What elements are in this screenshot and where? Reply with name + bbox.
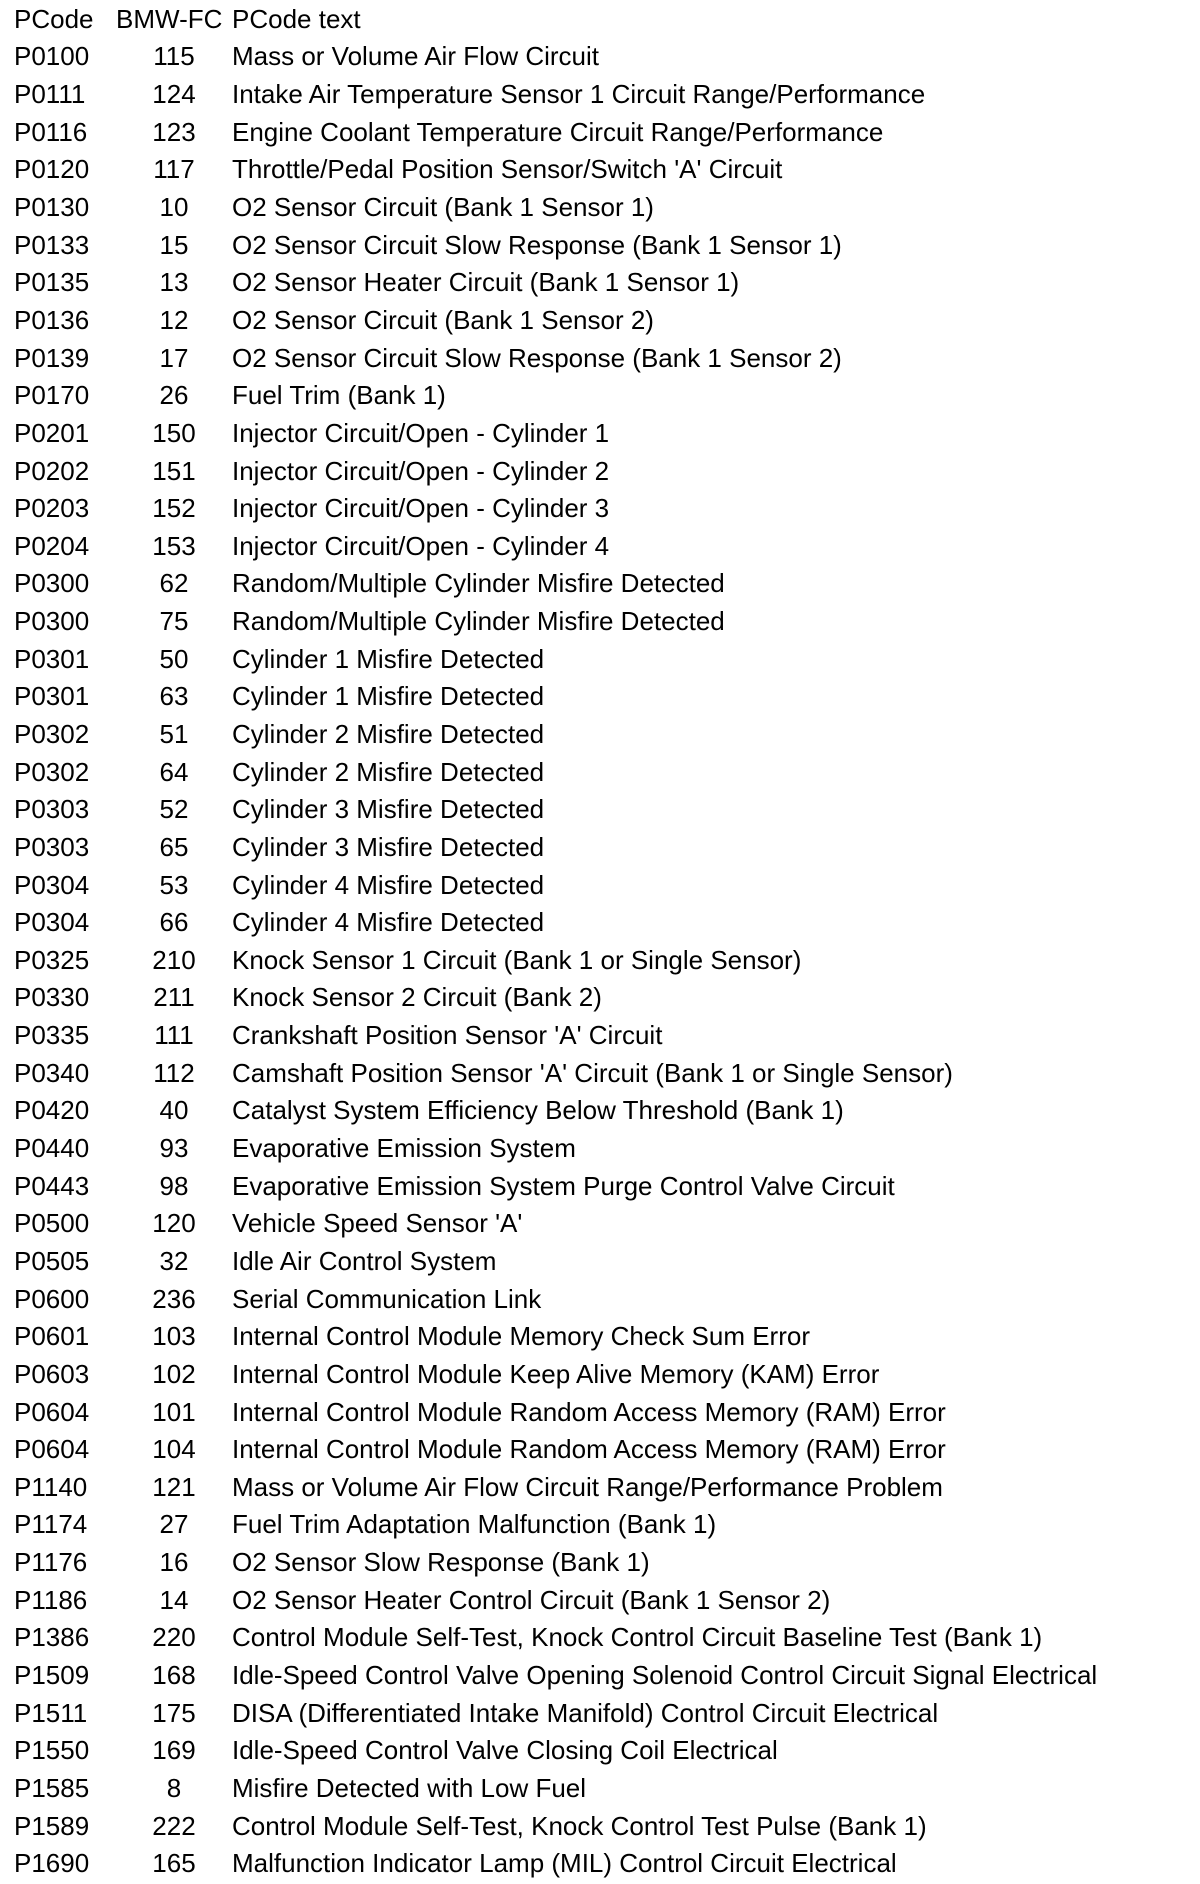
pcode-text-cell: Fuel Trim Adaptation Malfunction (Bank 1) [232,1509,717,1540]
table-row [14,1129,1097,1167]
pcode-cell: P0335 [14,1020,90,1051]
bmw-fc-cell: 75 [159,606,189,637]
pcode-cell: P1550 [14,1735,90,1766]
bmw-fc-cell: 50 [159,643,189,674]
pcode-cell: P1176 [14,1547,88,1578]
pcode-text-cell: DISA (Differentiated Intake Manifold) Control Circuit Electrical [232,1697,939,1728]
bmw-fc-cell: 168 [152,1660,196,1690]
table-row [14,790,1097,828]
bmw-fc-cell: 111 [154,1020,194,1051]
bmw-fc-cell: 117 [153,154,195,185]
pcode-cell: P0135 [14,267,90,298]
table-row [14,1167,1097,1205]
table-row [14,414,1097,452]
table-row [14,1581,1097,1619]
pcode-text-cell: Catalyst System Efficiency Below Threshold (Bank 1) [232,1095,844,1126]
pcode-text-cell: Injector Circuit/Open - Cylinder 4 [232,530,610,561]
bmw-fc-cell: 104 [152,1434,196,1465]
table-row [14,226,1097,264]
pcode-cell: P1509 [14,1660,90,1690]
table-row [14,715,1097,753]
pcode-cell: P0300 [14,606,90,637]
pcode-cell: P0170 [14,380,90,411]
bmw-fc-cell: 123 [152,116,196,147]
bmw-fc-cell: 121 [152,1471,196,1502]
pcode-cell: P0202 [14,455,90,486]
pcode-text-cell: Mass or Volume Air Flow Circuit [232,41,599,72]
pcode-cell: P0301 [14,643,90,674]
header-bmw-fc: BMW-FC [116,3,223,34]
bmw-fc-cell: 98 [159,1170,189,1201]
pcode-text-cell: Internal Control Module Random Access Memory (RAM) Error [232,1434,946,1465]
pcode-cell: P1690 [14,1848,90,1879]
pcode-text-cell: O2 Sensor Heater Circuit (Bank 1 Sensor 1) [232,267,740,298]
table-row [14,1731,1097,1769]
table-row [14,1016,1097,1054]
bmw-fc-cell: 102 [152,1358,196,1389]
pcode-cell: P0325 [14,944,90,975]
pcode-text-cell: Internal Control Module Memory Check Sum Error [232,1321,810,1352]
bmw-fc-cell: 62 [159,568,189,599]
pcode-cell: P0120 [14,154,90,185]
pcode-cell: P1186 [14,1584,88,1615]
table-row [14,1844,1097,1882]
pcode-text-cell: Engine Coolant Temperature Circuit Range/Performance [232,116,884,147]
pcode-cell: P0204 [14,530,90,561]
pcode-cell: P0420 [14,1095,90,1126]
table-row [14,866,1097,904]
pcode-cell: P0603 [14,1358,90,1389]
pcode-cell: P1140 [14,1471,88,1502]
pcode-cell: P1511 [14,1697,88,1728]
pcode-cell: P0111 [14,79,86,110]
bmw-fc-cell: 210 [152,944,196,975]
bmw-fc-cell: 8 [166,1772,182,1803]
pcode-cell: P0500 [14,1208,90,1239]
bmw-fc-cell: 151 [152,455,196,486]
bmw-fc-cell: 10 [159,192,189,223]
bmw-fc-cell: 64 [159,756,189,787]
pcode-text-cell: Idle-Speed Control Valve Opening Solenoid Control Circuit Signal Electrical [232,1660,1098,1690]
pcode-cell: P0604 [14,1434,90,1465]
bmw-fc-cell: 51 [159,718,189,749]
bmw-fc-cell: 66 [159,907,189,938]
pcode-cell: P0130 [14,192,90,223]
pcode-cell: P1585 [14,1772,90,1803]
bmw-fc-cell: 15 [159,229,189,260]
pcode-cell: P1174 [14,1509,88,1540]
pcode-text-cell: Random/Multiple Cylinder Misfire Detected [232,568,725,599]
pcode-text-cell: Cylinder 2 Misfire Detected [232,718,545,749]
bmw-fc-cell: 124 [152,79,196,110]
bmw-fc-cell: 93 [159,1133,189,1164]
pcode-cell: P0301 [14,681,90,712]
pcode-cell: P0303 [14,831,90,862]
table-row [14,640,1097,678]
fault-code-table [14,0,1097,1882]
table-row [14,565,1097,603]
pcode-text-cell: Malfunction Indicator Lamp (MIL) Control Circuit Electrical [232,1848,897,1879]
pcode-cell: P0302 [14,718,90,749]
bmw-fc-cell: 17 [159,342,189,373]
table-row [14,376,1097,414]
pcode-text-cell: Knock Sensor 1 Circuit (Bank 1 or Single Sensor) [232,944,802,975]
bmw-fc-cell: 103 [152,1321,196,1352]
pcode-cell: P0440 [14,1133,90,1164]
pcode-cell: P0203 [14,493,90,524]
bmw-fc-cell: 27 [159,1509,189,1540]
pcode-cell: P0304 [14,907,90,938]
bmw-fc-cell: 40 [159,1095,189,1126]
pcode-cell: P0201 [14,417,90,448]
pcode-text-cell: Vehicle Speed Sensor 'A' [232,1208,523,1239]
pcode-cell: P1589 [14,1810,90,1841]
table-row [14,1242,1097,1280]
bmw-fc-cell: 211 [153,982,195,1013]
table-row [14,828,1097,866]
bmw-fc-cell: 65 [159,831,189,862]
pcode-text-cell: O2 Sensor Heater Control Circuit (Bank 1 Sensor 2) [232,1584,831,1615]
pcode-cell: P0601 [14,1321,90,1352]
table-row [14,1656,1097,1694]
pcode-text-cell: O2 Sensor Circuit Slow Response (Bank 1 Sensor 1) [232,229,842,260]
table-row [14,1769,1097,1807]
pcode-cell: P0304 [14,869,90,900]
table-row [14,489,1097,527]
table-row [14,979,1097,1017]
bmw-fc-cell: 175 [152,1697,196,1728]
bmw-fc-cell: 13 [159,267,189,298]
table-row [14,1205,1097,1243]
pcode-cell: P0302 [14,756,90,787]
pcode-text-cell: Throttle/Pedal Position Sensor/Switch 'A' Circuit [232,154,783,185]
pcode-text-cell: Cylinder 4 Misfire Detected [232,907,545,938]
pcode-text-cell: Cylinder 1 Misfire Detected [232,681,545,712]
pcode-text-cell: Cylinder 2 Misfire Detected [232,756,545,787]
table-row [14,1430,1097,1468]
pcode-text-cell: O2 Sensor Circuit (Bank 1 Sensor 2) [232,304,654,335]
pcode-text-cell: Injector Circuit/Open - Cylinder 2 [232,455,610,486]
table-row [14,1506,1097,1544]
bmw-fc-cell: 12 [159,304,189,335]
pcode-text-cell: Cylinder 3 Misfire Detected [232,831,545,862]
table-row [14,941,1097,979]
pcode-text-cell: Random/Multiple Cylinder Misfire Detected [232,606,725,637]
table-row [14,75,1097,113]
header-pcode-text: PCode text [232,3,361,34]
pcode-cell: P0604 [14,1396,90,1427]
pcode-text-cell: Control Module Self-Test, Knock Control Test Pulse (Bank 1) [232,1810,927,1841]
pcode-text-cell: O2 Sensor Circuit Slow Response (Bank 1 Sensor 2) [232,342,842,373]
bmw-fc-cell: 32 [159,1245,189,1276]
pcode-cell: P0600 [14,1283,90,1314]
pcode-text-cell: Idle Air Control System [232,1245,497,1276]
table-row [14,678,1097,716]
pcode-text-cell: Mass or Volume Air Flow Circuit Range/Performance Problem [232,1471,943,1502]
table-row [14,339,1097,377]
table-row [14,1543,1097,1581]
pcode-text-cell: Internal Control Module Random Access Memory (RAM) Error [232,1396,946,1427]
table-row [14,301,1097,339]
pcode-cell: P0505 [14,1245,90,1276]
pcode-text-cell: Injector Circuit/Open - Cylinder 3 [232,493,610,524]
pcode-text-cell: Control Module Self-Test, Knock Control Circuit Baseline Test (Bank 1) [232,1622,1043,1653]
bmw-fc-cell: 153 [152,530,196,561]
pcode-text-cell: Evaporative Emission System Purge Control Valve Circuit [232,1170,895,1201]
header-pcode: PCode [14,3,94,34]
pcode-cell: P0443 [14,1170,90,1201]
table-row [14,151,1097,189]
table-row [14,188,1097,226]
header-row [14,0,1097,38]
pcode-cell: P0136 [14,304,90,335]
bmw-fc-cell: 52 [159,794,189,825]
table-header [14,0,1097,38]
table-row [14,1694,1097,1732]
pcode-cell: P0340 [14,1057,90,1088]
table-body [14,38,1097,1882]
bmw-fc-cell: 101 [152,1396,196,1427]
pcode-text-cell: Cylinder 4 Misfire Detected [232,869,545,900]
table-row [14,113,1097,151]
bmw-fc-cell: 115 [153,41,195,72]
table-row [14,1807,1097,1845]
pcode-text-cell: Misfire Detected with Low Fuel [232,1772,587,1803]
table-row [14,753,1097,791]
bmw-fc-cell: 152 [152,493,196,524]
bmw-fc-cell: 26 [159,380,189,411]
table-row [14,1355,1097,1393]
pcode-cell: P1386 [14,1622,90,1653]
bmw-fc-cell: 16 [159,1547,189,1578]
pcode-cell: P0300 [14,568,90,599]
table-row [14,1317,1097,1355]
bmw-fc-cell: 14 [159,1584,189,1615]
table-row [14,38,1097,76]
pcode-text-cell: Idle-Speed Control Valve Closing Coil Electrical [232,1735,778,1766]
pcode-cell: P0139 [14,342,90,373]
bmw-fc-cell: 112 [153,1057,195,1088]
pcode-cell: P0116 [14,116,88,147]
pcode-text-cell: Camshaft Position Sensor 'A' Circuit (Bank 1 or Single Sensor) [232,1057,953,1088]
table-row [14,903,1097,941]
bmw-fc-cell: 120 [152,1208,196,1239]
table-row [14,602,1097,640]
table-row [14,452,1097,490]
table-row [14,1468,1097,1506]
pcode-text-cell: Fuel Trim (Bank 1) [232,380,446,411]
table-row [14,1054,1097,1092]
pcode-cell: P0133 [14,229,90,260]
bmw-fc-cell: 222 [152,1810,196,1841]
bmw-fc-cell: 220 [152,1622,196,1653]
table-row [14,263,1097,301]
bmw-fc-cell: 236 [152,1283,196,1314]
pcode-text-cell: Internal Control Module Keep Alive Memory (KAM) Error [232,1358,880,1389]
pcode-cell: P0330 [14,982,90,1013]
table-row [14,527,1097,565]
table-row [14,1092,1097,1130]
pcode-text-cell: Crankshaft Position Sensor 'A' Circuit [232,1020,663,1051]
bmw-fc-cell: 150 [152,417,196,448]
pcode-text-cell: Cylinder 1 Misfire Detected [232,643,545,674]
pcode-text-cell: Knock Sensor 2 Circuit (Bank 2) [232,982,602,1013]
pcode-text-cell: Intake Air Temperature Sensor 1 Circuit Range/Performance [232,79,926,110]
pcode-text-cell: Serial Communication Link [232,1283,542,1314]
pcode-text-cell: O2 Sensor Circuit (Bank 1 Sensor 1) [232,192,654,223]
pcode-text-cell: Evaporative Emission System [232,1133,576,1164]
pcode-cell: P0100 [14,41,90,72]
table-row [14,1280,1097,1318]
pcode-text-cell: Cylinder 3 Misfire Detected [232,794,545,825]
table-row [14,1619,1097,1657]
pcode-text-cell: Injector Circuit/Open - Cylinder 1 [232,417,610,448]
bmw-fc-cell: 53 [159,869,189,900]
table-row [14,1393,1097,1431]
pcode-text-cell: O2 Sensor Slow Response (Bank 1) [232,1547,650,1578]
bmw-fc-cell: 169 [152,1735,196,1766]
bmw-fc-cell: 63 [159,681,189,712]
bmw-fc-cell: 165 [152,1848,196,1879]
pcode-cell: P0303 [14,794,90,825]
